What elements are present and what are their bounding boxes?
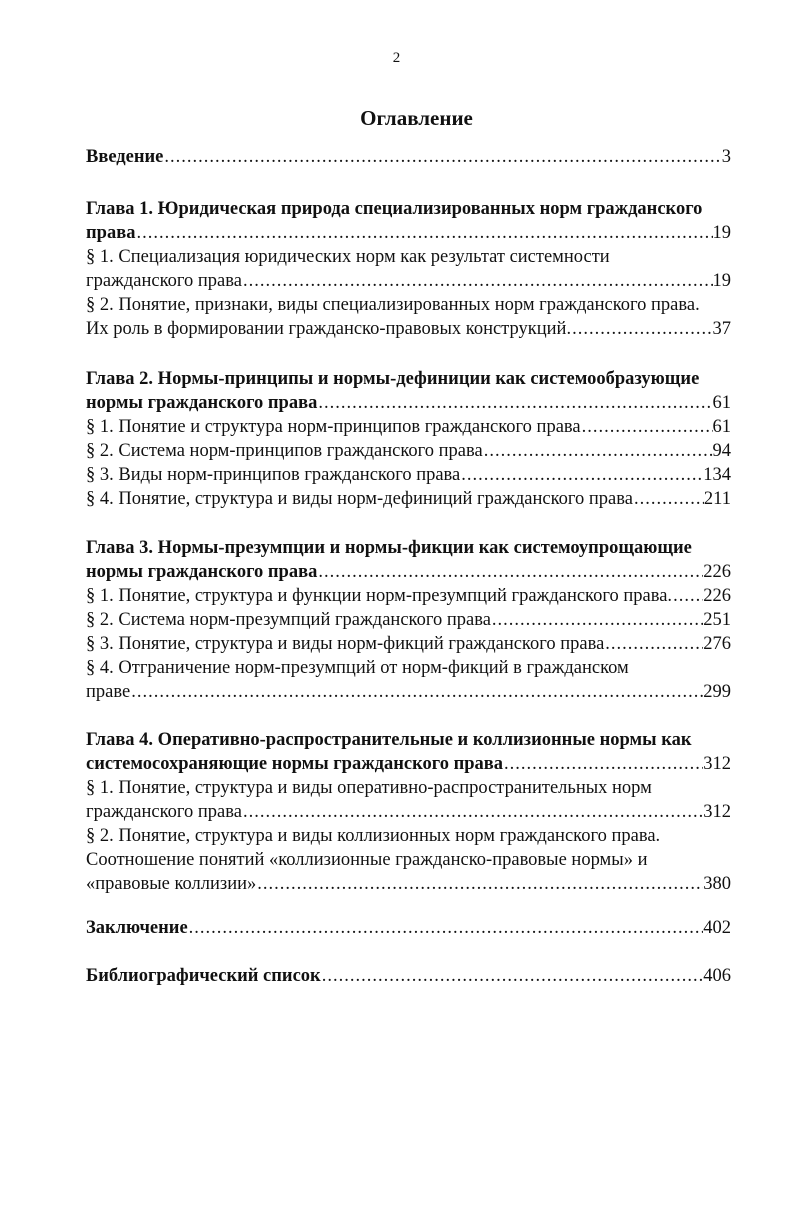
dot-leader xyxy=(604,632,703,656)
dot-leader xyxy=(672,584,703,608)
toc-page-number: 312 xyxy=(703,802,731,822)
toc-entry-text: системосохраняющие нормы гражданского права xyxy=(86,754,504,774)
section-1-2-end xyxy=(86,317,731,341)
toc-entry-text: § 1. Понятие, структура и функции норм-презумпций гражданского права. xyxy=(86,586,673,606)
toc-entry-text: § 3. Понятие, структура и виды норм-фикций гражданского права xyxy=(86,634,605,654)
chapter-3-heading: Глава 3. Нормы-презумпции и нормы-фикции как системоупрощающие xyxy=(86,538,692,558)
toc-entry-text: Библиографический список xyxy=(86,966,321,986)
toc-entry-text: § 3. Виды норм-принципов гражданского права xyxy=(86,465,461,485)
dot-leader xyxy=(483,439,713,463)
dot-leader xyxy=(633,487,704,511)
chapter-1-heading-end xyxy=(86,221,731,245)
toc-page-number: 380 xyxy=(703,874,731,894)
chapter-3-heading-end xyxy=(86,560,731,584)
toc-entry-text: нормы гражданского права xyxy=(86,393,318,413)
toc-page-number: 226 xyxy=(703,562,731,582)
chapter-4-heading-end xyxy=(86,752,731,776)
section-3-2 xyxy=(86,608,731,632)
toc-page-number: 276 xyxy=(703,634,731,654)
toc-page-number: 61 xyxy=(712,417,731,437)
dot-leader xyxy=(256,872,703,896)
dot-leader xyxy=(242,800,703,824)
toc-page-number: 19 xyxy=(712,271,731,291)
toc-entry-text: Заключение xyxy=(86,918,188,938)
dot-leader xyxy=(242,269,713,293)
toc-entry-text: § 4. Понятие, структура и виды норм-дефиниций гражданского права xyxy=(86,489,633,509)
dot-leader xyxy=(188,916,704,940)
section-3-3 xyxy=(86,632,731,656)
toc-page-number: 251 xyxy=(703,610,731,630)
section-4-2: § 2. Понятие, структура и виды коллизионных норм гражданского права. xyxy=(86,826,661,846)
toc-entry-text: нормы гражданского права xyxy=(86,562,318,582)
toc-page-number: 406 xyxy=(703,966,731,986)
chapter-2-heading-end xyxy=(86,391,731,415)
section-1-2: § 2. Понятие, признаки, виды специализированных норм гражданского права. xyxy=(86,295,700,315)
toc-entry-text: Введение xyxy=(86,147,164,167)
page-number: 2 xyxy=(392,50,401,66)
dot-leader xyxy=(491,608,703,632)
toc-title: Оглавление xyxy=(360,106,473,130)
section-4-2-line2: Соотношение понятий «коллизионные гражданско-правовые нормы» и xyxy=(86,850,648,870)
toc-page-number: 61 xyxy=(712,393,731,413)
toc-page-number: 402 xyxy=(703,918,731,938)
dot-leader xyxy=(321,964,704,988)
section-1-1-end xyxy=(86,269,731,293)
toc-entry-text: права xyxy=(86,223,136,243)
dot-leader xyxy=(130,680,703,704)
chapter-2-heading: Глава 2. Нормы-принципы и нормы-дефиниции как системообразующие xyxy=(86,369,700,389)
toc-entry-text: гражданского права xyxy=(86,802,242,822)
toc-page-number: 3 xyxy=(721,147,731,167)
section-3-4-end xyxy=(86,680,731,704)
section-2-3 xyxy=(86,463,731,487)
toc-entry-text: § 2. Система норм-презумпций гражданского права xyxy=(86,610,491,630)
section-4-1: § 1. Понятие, структура и виды оперативно-распространительных норм xyxy=(86,778,652,798)
chapter-4-heading: Глава 4. Оперативно-распространительные и коллизионные нормы как xyxy=(86,730,692,750)
section-2-4 xyxy=(86,487,731,511)
toc-entry-text: Их роль в формировании гражданско-правовых конструкций. xyxy=(86,319,572,339)
chapter-1-heading: Глава 1. Юридическая природа специализированных норм гражданского xyxy=(86,199,703,219)
section-2-1 xyxy=(86,415,731,439)
toc-entry-bibliography xyxy=(86,964,731,988)
dot-leader xyxy=(317,560,703,584)
toc-entry-text: праве xyxy=(86,682,131,702)
dot-leader xyxy=(503,752,703,776)
toc-entry-text: § 1. Понятие и структура норм-принципов гражданского права xyxy=(86,417,581,437)
section-2-2 xyxy=(86,439,731,463)
toc-page-number: 134 xyxy=(703,465,731,485)
dot-leader xyxy=(317,391,712,415)
dot-leader xyxy=(571,317,712,341)
dot-leader xyxy=(163,145,721,169)
toc-entry-text: § 2. Система норм-принципов гражданского права xyxy=(86,441,483,461)
section-4-1-end xyxy=(86,800,731,824)
toc-page-number: 211 xyxy=(703,489,731,509)
dot-leader xyxy=(581,415,713,439)
toc-page-number: 226 xyxy=(703,586,731,606)
section-1-1: § 1. Специализация юридических норм как результат системности xyxy=(86,247,610,267)
toc-page-number: 94 xyxy=(712,441,731,461)
toc-page-number: 312 xyxy=(703,754,731,774)
section-3-4: § 4. Отграничение норм-презумпций от норм-фикций в гражданском xyxy=(86,658,629,678)
section-4-2-end xyxy=(86,872,731,896)
dot-leader xyxy=(460,463,703,487)
toc-page-number: 37 xyxy=(712,319,731,339)
section-3-1 xyxy=(86,584,731,608)
toc-page-number: 19 xyxy=(712,223,731,243)
toc-entry-conclusion xyxy=(86,916,731,940)
dot-leader xyxy=(135,221,712,245)
toc-entry-introduction xyxy=(86,145,731,169)
toc-page-number: 299 xyxy=(703,682,731,702)
toc-entry-text: «правовые коллизии» xyxy=(86,874,257,894)
toc-entry-text: гражданского права xyxy=(86,271,242,291)
